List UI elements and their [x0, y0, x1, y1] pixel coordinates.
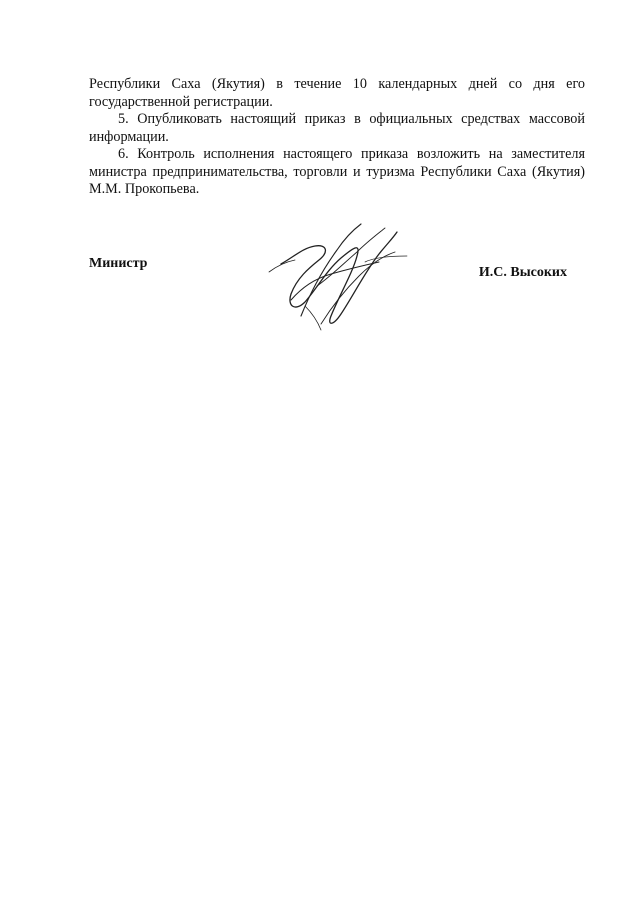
handwritten-signature-icon: [261, 216, 411, 341]
document-body: [89, 76, 585, 199]
signatory-position: Министр: [89, 256, 148, 271]
signatory-name: И.С. Высоких: [478, 265, 567, 280]
signature-block: [89, 230, 585, 350]
paragraph-item-6: 6. Контроль исполнения настоящего приказа возложить на заместителя министра предпринимательства, торговли и туризма Республики Саха (Якутия) М.М. Прокопьева.: [89, 146, 585, 197]
paragraph-item-5: 5. Опубликовать настоящий приказ в официальных средствах массовой информации.: [89, 111, 585, 145]
paragraph-continuation: Республики Саха (Якутия) в течение 10 календарных дней со дня его государственной регистрации.: [89, 76, 585, 110]
